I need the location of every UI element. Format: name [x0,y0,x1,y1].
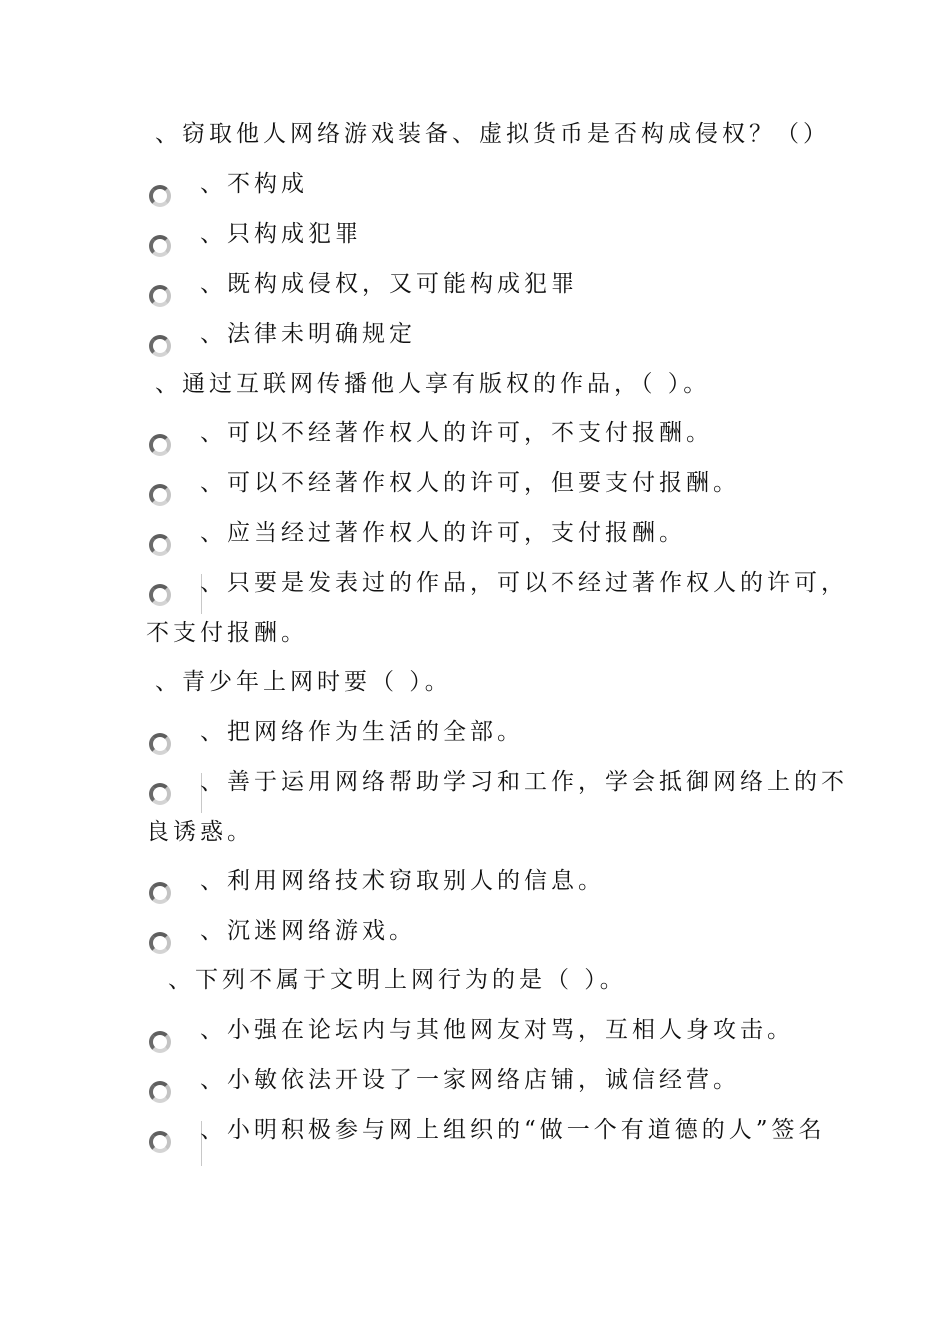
radio-button-q1-b[interactable] [149,235,171,257]
radio-button-q1-a[interactable] [149,185,171,207]
option-q4-c: 、小明积极参与网上组织的“做一个有道德的人”签名 [200,1117,826,1143]
option-q3-c: 、利用网络技术窃取别人的信息。 [200,868,605,894]
question-2-text: 、通过互联网传播他人享有版权的作品，（ ）。 [155,371,711,397]
radio-button-q3-b[interactable] [149,783,171,805]
radio-button-q4-b[interactable] [149,1081,171,1103]
option-q2-c: 、应当经过著作权人的许可，支付报酬。 [200,520,686,546]
radio-button-q4-a[interactable] [149,1031,171,1053]
option-q2-a: 、可以不经著作权人的许可，不支付报酬。 [200,420,713,446]
option-q3-b: 、善于运用网络帮助学习和工作，学会抵御网络上的不 [200,769,848,795]
option-q3-a: 、把网络作为生活的全部。 [200,719,524,745]
option-q2-d: 、只要是发表过的作品，可以不经过著作权人的许可， [200,570,848,596]
option-q1-a: 、不构成 [200,171,308,197]
radio-button-q1-c[interactable] [149,285,171,307]
question-4-text: 、下列不属于文明上网行为的是（ ）。 [168,967,627,993]
option-q1-b: 、只构成犯罪 [200,221,362,247]
option-q2-d-continued: 不支付报酬。 [146,620,308,646]
option-q1-c: 、既构成侵权，又可能构成犯罪 [200,271,578,297]
radio-button-q2-c[interactable] [149,534,171,556]
option-q3-d: 、沉迷网络游戏。 [200,918,416,944]
radio-button-q3-c[interactable] [149,882,171,904]
option-q3-b-continued: 良诱惑。 [146,819,254,845]
option-q2-b: 、可以不经著作权人的许可，但要支付报酬。 [200,470,740,496]
radio-button-q4-c[interactable] [149,1131,171,1153]
radio-button-q2-a[interactable] [149,434,171,456]
radio-button-q1-d[interactable] [149,335,171,357]
radio-button-q3-a[interactable] [149,733,171,755]
option-q4-b: 、小敏依法开设了一家网络店铺，诚信经营。 [200,1067,740,1093]
radio-button-q3-d[interactable] [149,932,171,954]
radio-button-q2-b[interactable] [149,484,171,506]
option-q4-a: 、小强在论坛内与其他网友对骂，互相人身攻击。 [200,1017,794,1043]
radio-button-q2-d[interactable] [149,584,171,606]
question-3-text: 、青少年上网时要（ ）。 [155,669,452,695]
question-1-text: 、窃取他人网络游戏装备、虚拟货币是否构成侵权？（） [155,121,830,147]
option-q1-d: 、法律未明确规定 [200,321,416,347]
